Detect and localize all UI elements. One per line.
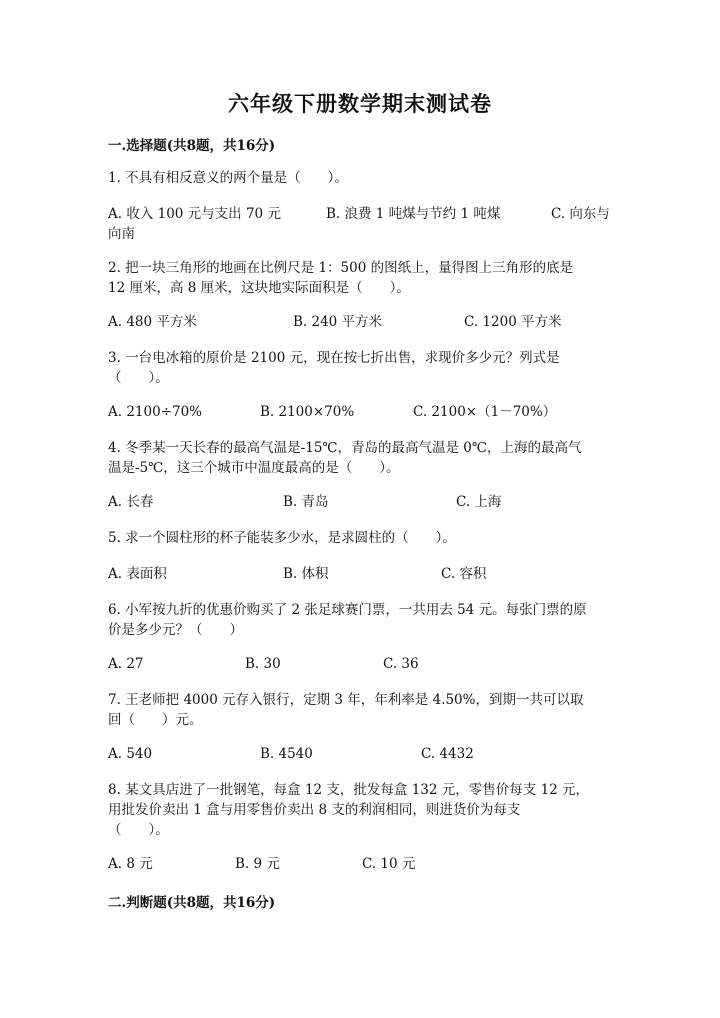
option-c[interactable]: C. 向东与 xyxy=(551,206,610,222)
option-c[interactable]: C. 上海 xyxy=(456,494,502,510)
question-3 xyxy=(108,348,613,388)
question-8-line: （ ）。 xyxy=(108,822,169,838)
question-7-line: 7. 王老师把 4000 元存入银行，定期 3 年，年利率是 4.50%，到期一共可以取 xyxy=(108,692,584,708)
question-4-line: 4. 冬季某一天长春的最高气温是-15℃，青岛的最高气温是 0℃，上海的最高气 xyxy=(108,440,582,456)
question-5-line: 5. 求一个圆柱形的杯子能装多少水，是求圆柱的（ ）。 xyxy=(108,530,456,546)
question-6 xyxy=(108,600,613,640)
question-6-line: 价是多少元？（ ） xyxy=(108,622,243,638)
question-1 xyxy=(108,168,613,188)
question-7 xyxy=(108,690,613,730)
option-b[interactable]: B. 4540 xyxy=(260,746,313,762)
question-2-line: 2. 把一块三角形的地画在比例尺是 1：500 的图纸上，量得图上三角形的底是 xyxy=(108,260,574,276)
question-1-option-wrap: 向南 xyxy=(108,226,135,242)
question-7-options xyxy=(108,744,613,764)
question-5 xyxy=(108,528,613,548)
option-c[interactable]: C. 10 元 xyxy=(362,856,416,872)
option-c[interactable]: C. 1200 平方米 xyxy=(464,314,562,330)
option-a[interactable]: A. 2100÷70% xyxy=(108,404,203,420)
option-a[interactable]: A. 表面积 xyxy=(108,566,167,582)
question-8-line: 8. 某文具店进了一批钢笔，每盒 12 支，批发每盒 132 元，零售价每支 12 元， xyxy=(108,782,590,798)
option-b[interactable]: B. 240 平方米 xyxy=(293,314,383,330)
option-b[interactable]: B. 体积 xyxy=(283,566,329,582)
question-6-line: 6. 小军按九折的优惠价购买了 2 张足球赛门票，一共用去 54 元。每张门票的原 xyxy=(108,602,587,618)
option-a[interactable]: A. 收入 100 元与支出 70 元 xyxy=(108,206,281,222)
question-7-line: 回（ ）元。 xyxy=(108,712,203,728)
option-c[interactable]: C. 2100×（1－70%） xyxy=(413,404,557,420)
question-6-options xyxy=(108,654,613,674)
section-heading-choice: 一.选择题(共8题，共16分) xyxy=(108,138,276,154)
question-3-line: （ ）。 xyxy=(108,370,169,386)
option-b[interactable]: B. 浪费 1 吨煤与节约 1 吨煤 xyxy=(326,206,501,222)
question-3-options xyxy=(108,402,613,422)
question-8-options xyxy=(108,854,613,874)
question-8-line: 用批发价卖出 1 盒与用零售价卖出 8 支的利润相同，则进货价为每支 xyxy=(108,802,521,818)
question-2 xyxy=(108,258,613,298)
question-1-line: 1. 不具有相反意义的两个量是（ ）。 xyxy=(108,170,348,186)
question-2-options xyxy=(108,312,613,332)
option-a[interactable]: A. 8 元 xyxy=(108,856,153,872)
page-title: 六年级下册数学期末测试卷 xyxy=(228,91,492,116)
option-a[interactable]: A. 480 平方米 xyxy=(108,314,197,330)
question-2-line: 12 厘米，高 8 厘米，这块地实际面积是（ ）。 xyxy=(108,280,410,296)
option-b[interactable]: B. 9 元 xyxy=(235,856,280,872)
question-8 xyxy=(108,780,613,840)
option-c[interactable]: C. 容积 xyxy=(441,566,487,582)
option-a[interactable]: A. 长春 xyxy=(108,494,154,510)
option-b[interactable]: B. 2100×70% xyxy=(260,404,355,420)
option-b[interactable]: B. 30 xyxy=(245,656,281,672)
section-heading-judgment: 二.判断题(共8题，共16分) xyxy=(108,895,276,911)
option-b[interactable]: B. 青岛 xyxy=(283,494,329,510)
question-4 xyxy=(108,438,613,478)
question-1-options xyxy=(108,204,613,224)
question-4-options xyxy=(108,492,613,512)
question-3-line: 3. 一台电冰箱的原价是 2100 元，现在按七折出售，求现价多少元？列式是 xyxy=(108,350,560,366)
option-a[interactable]: A. 27 xyxy=(108,656,144,672)
question-4-line: 温是-5℃，这三个城市中温度最高的是（ ）。 xyxy=(108,460,400,476)
option-a[interactable]: A. 540 xyxy=(108,746,153,762)
option-c[interactable]: C. 36 xyxy=(383,656,419,672)
option-c[interactable]: C. 4432 xyxy=(421,746,474,762)
question-5-options xyxy=(108,564,613,584)
